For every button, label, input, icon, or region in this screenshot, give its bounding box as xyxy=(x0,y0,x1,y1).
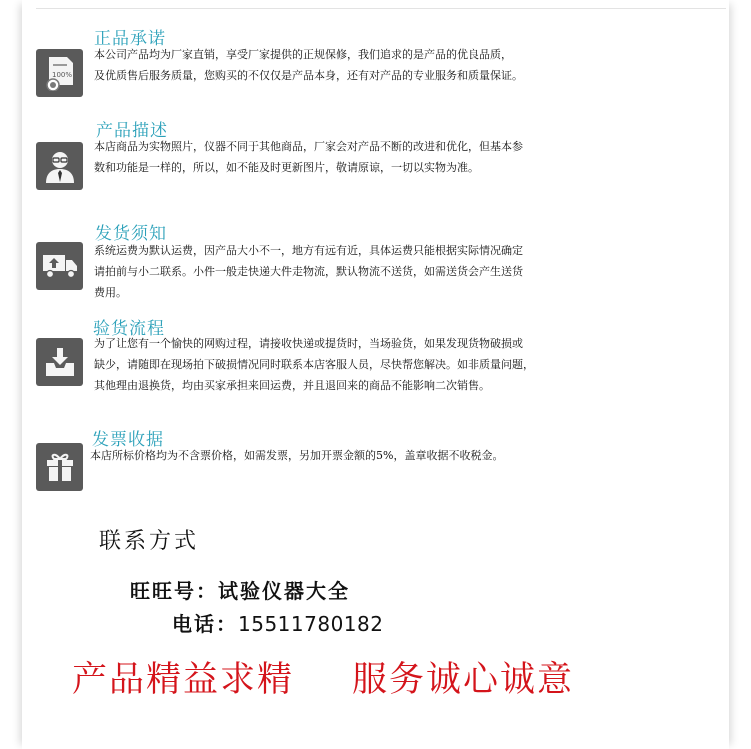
delivery-truck-icon xyxy=(36,242,83,290)
slogan-service: 服务诚心诚意 xyxy=(352,660,575,700)
wangwang-label: 旺旺号： xyxy=(130,579,218,603)
top-divider xyxy=(36,8,726,9)
gift-icon xyxy=(36,443,83,491)
section-body xyxy=(90,445,503,466)
body-line: 缺少，请随即在现场拍下破损情况同时联系本店客服人员，尽快帮您解决。如非质量问题， xyxy=(94,358,534,371)
contact-heading: 联系方式 xyxy=(99,529,200,554)
body-line: 本店所标价格均为不含票价格，如需发票，另加开票金额的5%，盖章收据不收税金。 xyxy=(90,449,504,462)
wangwang-value: 试验仪器大全 xyxy=(218,579,350,603)
section-body xyxy=(94,136,523,178)
phone-label: 电话： xyxy=(172,612,238,636)
section-title: 验货流程 xyxy=(93,319,165,339)
body-line: 系统运费为默认运费，因产品大小不一，地方有远有近，具体运费只能根据实际情况确定 xyxy=(94,244,523,257)
person-icon xyxy=(36,142,83,190)
body-line: 其他理由退换货，均由买家承担来回运费，并且退回来的商品不能影响二次销售。 xyxy=(94,379,490,392)
wangwang-line xyxy=(130,575,350,604)
phone-number: 15511780182 xyxy=(238,612,384,636)
section-title: 发货须知 xyxy=(95,224,167,244)
inbox-download-icon xyxy=(36,338,83,386)
section-title: 正品承诺 xyxy=(94,29,166,49)
body-line: 及优质售后服务质量，您购买的不仅仅是产品本身，还有对产品的专业服务和质量保证。 xyxy=(94,69,523,82)
phone-line xyxy=(172,608,383,637)
body-line: 本公司产品均为厂家直销，享受厂家提供的正规保修，我们追求的是产品的优良品质， xyxy=(94,48,512,61)
body-line: 请拍前与小二联系。小件一般走快递大件走物流，默认物流不送货，如需送货会产生送货 xyxy=(94,265,523,278)
section-body xyxy=(94,44,523,86)
certificate-icon xyxy=(36,49,83,97)
section-title: 产品描述 xyxy=(96,121,168,141)
body-line: 为了让您有一个愉快的网购过程，请接收快递或提货时，当场验货，如果发现货物破损或 xyxy=(94,337,523,350)
svg-text:100%: 100% xyxy=(51,71,72,79)
slogan-quality: 产品精益求精 xyxy=(72,660,295,700)
section-title: 发票收据 xyxy=(92,430,164,450)
body-line: 本店商品为实物照片，仪器不同于其他商品，厂家会对产品不断的改进和优化，但基本参 xyxy=(94,140,523,153)
body-line: 数和功能是一样的，所以，如不能及时更新图片，敬请原谅，一切以实物为准。 xyxy=(94,161,479,174)
section-body xyxy=(94,333,534,396)
body-line: 费用。 xyxy=(94,286,127,299)
section-body xyxy=(94,240,523,303)
